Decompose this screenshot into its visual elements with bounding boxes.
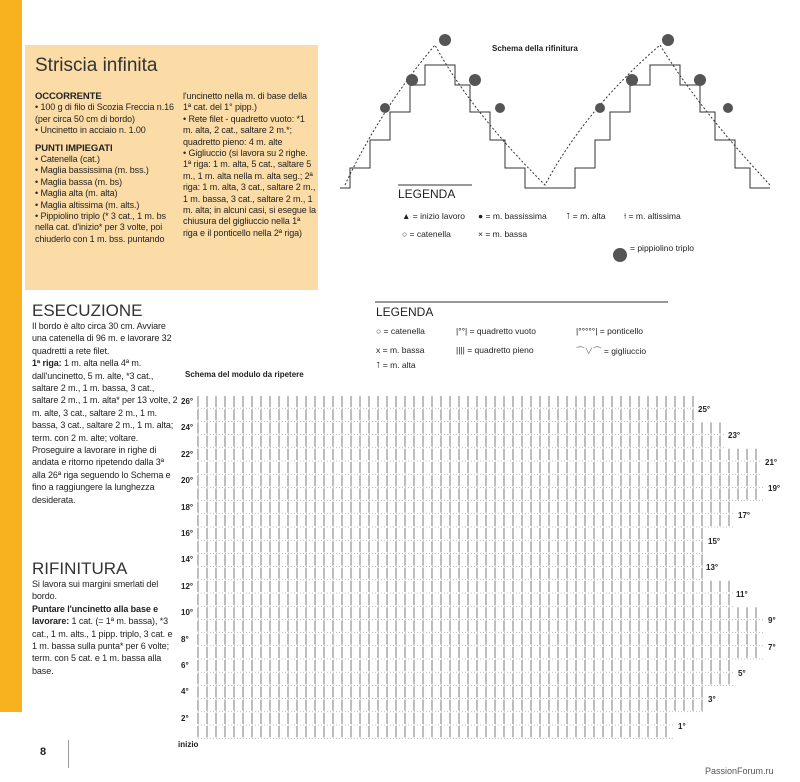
row-label: 11° [736, 589, 748, 599]
watermark: PassionForum.ru [705, 766, 774, 776]
stitch-item: • Maglia alta (m. alta) [35, 188, 118, 199]
row-label: 14° [181, 555, 194, 565]
footer-divider [68, 740, 69, 768]
row-label: 17° [738, 510, 751, 520]
row-label: 24° [181, 423, 194, 433]
legend1-alta: ⊺ = m. alta [566, 211, 606, 221]
row-label: 2° [181, 713, 189, 723]
row-label: 19° [768, 484, 781, 494]
row-label: 23° [728, 431, 741, 441]
edging-diagram [340, 45, 770, 188]
rifinitura-text: Si lavora sui margini smerlati del bordo. [32, 579, 159, 602]
legend-label: = inizio lavoro [412, 211, 465, 221]
rifinitura-text-2: 1 cat. (= 1ª m. bassa), *3 cat., 1 m. alts., 1 pipp. triplo, 3 cat. e 1 m. bassa sulla punta* per 6 volte; term. con 5 cat. e 1 m. bassa alla base. [32, 616, 173, 676]
legend-label: = quadretto pieno [467, 345, 534, 355]
legend-label: = m. altissima [628, 211, 681, 221]
legend1-bassissima: ● = m. bassissima [478, 211, 547, 221]
legend-label: = m. alta [382, 360, 416, 370]
legend2-gigliuccio: ⌒∨⌒ = gigliuccio [576, 346, 647, 356]
material-item: • Uncinetto in acciaio n. 1.00 [35, 125, 146, 136]
row1-label: 1ª riga: [32, 358, 62, 369]
legend-label: = gigliuccio [603, 346, 647, 356]
stitch-item: • Gigliuccio (si lavora su 2 righe. 1ª riga: 1 m. alta, 5 cat., saltare 5 m., 1 m. alta nella m. alta seg.; 2ª riga: 1 m. alta, 3 cat., saltare 2 m., 1 m. bassa, 3 cat., saltare 2 m., 1 m. alta; in alcuni casi, si esegue la chiusura del gigliuccio nella 1ª riga e il ponticello nella 2ª riga) [183, 148, 316, 238]
row-label: 21° [765, 457, 778, 467]
stitch-item: • Maglia bassissima (m. bss.) [35, 165, 149, 176]
stitch-item: • Pippiolino triplo (* 3 cat., 1 m. bs nella cat. d'inizio* per 3 volte, poi chiuderlo con 1 m. bss. puntando [35, 211, 166, 244]
legend1-title: LEGENDA [398, 187, 456, 201]
edging-diagram-title: Schema della rifinitura [492, 44, 578, 53]
module-grid [198, 396, 765, 738]
legend2-catenella: ○ = catenella [376, 326, 425, 336]
page-number: 8 [40, 746, 47, 758]
legend2-bassa: x = m. bassa [376, 345, 425, 355]
row-label: 6° [181, 661, 189, 670]
legend1-pippiolino: = pippiolino triplo [630, 243, 695, 253]
row-label: 9° [768, 616, 776, 626]
stitch-item: • Rete filet - quadretto vuoto: *1 m. alta, 2 cat., saltare 2 m.*; quadretto pieno: 4 m. alte [183, 113, 305, 147]
stitch-item: • Catenella (cat.) [35, 154, 100, 165]
row-label: 3° [708, 695, 716, 705]
material-item: • 100 g di filo di Scozia Freccia n.16 (per circa 50 cm di bordo) [35, 102, 174, 124]
row-label: 10° [181, 608, 194, 618]
legend-label: = catenella [409, 229, 451, 239]
row-label: 5° [738, 669, 746, 678]
row-label: 4° [181, 687, 189, 697]
row-label: 12° [181, 581, 194, 591]
legend2-alta: ⊺ = m. alta [376, 360, 416, 370]
pattern-title: Striscia infinita [35, 55, 158, 76]
occorrente-heading: OCCORRENTE [35, 91, 102, 102]
row-label: 1° [678, 721, 686, 731]
legend1-catenella: ○ = catenella [402, 229, 451, 239]
legend-label: = m. alta [572, 211, 606, 221]
row-label: 20° [181, 476, 194, 486]
legend2-ponticello: |°°°°°| = ponticello [576, 326, 644, 336]
row-label: 26° [181, 397, 194, 406]
legend-label: = m. bassa [382, 345, 425, 355]
legend2-pieno: |||| = quadretto pieno [456, 345, 534, 355]
legend-label: = catenella [383, 326, 425, 336]
row-label: 8° [181, 634, 189, 644]
esecuzione-heading: ESECUZIONE [32, 301, 143, 320]
start-label: inizio [178, 740, 199, 749]
row-label: 13° [706, 563, 719, 573]
stitch-item: • Maglia bassa (m. bs) [35, 176, 122, 187]
legend1-inizio: ▲ = inizio lavoro [402, 211, 465, 221]
legend-label: = m. bassa [485, 229, 528, 239]
row-label: 16° [181, 529, 194, 538]
punti-heading: PUNTI IMPIEGATI [35, 142, 113, 154]
row-label: 18° [181, 502, 194, 512]
row-label: 7° [768, 642, 776, 652]
rifinitura-bold: Puntare l'uncinetto alla base e lavorare: [32, 603, 159, 627]
legend-label: = quadretto vuoto [469, 326, 536, 336]
rifinitura-heading: RIFINITURA [32, 559, 128, 578]
row1-text: 1 m. alta nella 4ª m. dall'uncinetto, 5 m. alte, *3 cat., saltare 2 m., 1 m. bassa, 3 cat., saltare 2 m., 1 m. alta* per 13 volte, 2 m. alte, 3 cat., saltare 2 m., 1 m. bassa, 3 cat., saltare 2 m., 1 m. alta; term. con 2 m. alte; voltare. [32, 358, 178, 443]
stitch-item: l'uncinetto nella m. di base della 1ª cat. del 1° pipp.) [183, 91, 307, 113]
esecuzione-text: Il bordo è alto circa 30 cm. Avviare una catenella di 96 m. e lavorare 32 quadretti a rete filet. [32, 321, 172, 356]
row-label: 25° [698, 405, 711, 414]
row-label: 22° [181, 449, 194, 459]
legend1-altissima: ⟊ = m. altissima [624, 211, 681, 221]
stitch-item: • Maglia altissima (m. alts.) [35, 199, 140, 210]
legend-label: = m. bassissima [485, 211, 547, 221]
legend2-vuoto: |°°| = quadretto vuoto [456, 326, 536, 336]
grid-diagram-title: Schema del modulo da ripetere [185, 370, 304, 379]
legend1-bassa: × = m. bassa [478, 229, 528, 239]
esecuzione-text: Proseguire a lavorare in righe di andata e ritorno ripetendo dalla 3ª alla 26ª riga seguendo lo Schema e fino a raggiungere la lunghezza desiderata. [32, 445, 171, 505]
legend-label: = ponticello [599, 326, 644, 336]
legend2-title: LEGENDA [376, 305, 434, 319]
row-label: 15° [708, 537, 721, 546]
